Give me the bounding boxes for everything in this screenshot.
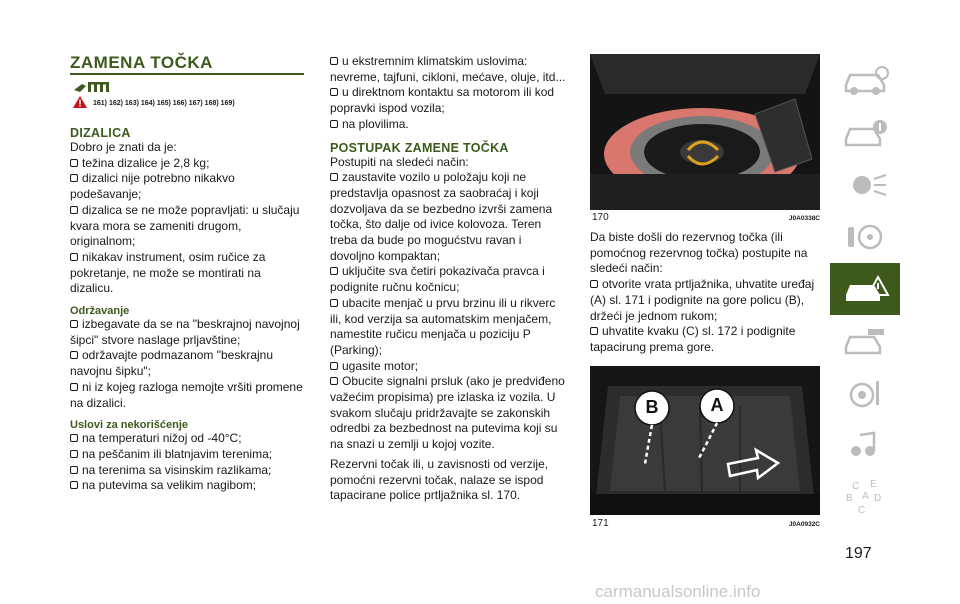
list-item: nikakav instrument, osim ručice za pokretanje, ne može se montirati na dizalicu. <box>70 249 266 296</box>
list-item: dizalica se ne može popravljati: u slučaju kvara mora se zameniti drugom, originalnom; <box>70 202 300 249</box>
list-item: uključite sva četiri pokazivača pravca i podignite ručnu kočnicu; <box>330 264 545 295</box>
bullet-icon <box>330 120 338 128</box>
procedure-section <box>330 54 566 504</box>
list-item: u ekstremnim klimatskim uslovima: nevreme, tajfuni, cikloni, mećave, oluje, itd... <box>330 54 566 84</box>
car-info-icon <box>840 65 890 97</box>
sidebar-item-dashboard[interactable] <box>830 107 900 159</box>
bullet-icon <box>330 362 338 370</box>
figure-171 <box>590 366 820 515</box>
section-heading-conditions: Uslovi za nekorišćenje <box>70 419 188 432</box>
bullet-icon <box>70 466 78 474</box>
section-heading-maintenance: Održavanje <box>70 305 130 318</box>
bullet-icon <box>330 173 338 181</box>
bullet-icon <box>70 253 78 261</box>
technical-data-icon <box>840 377 890 409</box>
sidebar-item-maintenance[interactable] <box>830 315 900 367</box>
figure-number: 170 <box>592 212 609 223</box>
procedure-intro: Postupiti na sledeći način: <box>330 154 469 169</box>
figure-171-caption <box>592 518 820 529</box>
figure-code: J0A0338C <box>788 215 820 222</box>
trunk-illustration <box>590 366 820 515</box>
bullet-icon <box>70 159 78 167</box>
bullet-icon <box>70 351 78 359</box>
jack-intro: Dobro je znati da je: <box>70 140 177 154</box>
list-item: ugasite motor; <box>330 359 566 375</box>
list-item: uhvatite kvaku (C) sl. 172 i podignite tapacirung prema gore. <box>590 324 796 354</box>
bullet-icon <box>70 320 78 328</box>
list-item: na peščanim ili blatnjavim terenima; <box>70 447 305 463</box>
wrench-icon <box>72 80 114 99</box>
bullet-icon <box>330 57 338 65</box>
list-item: zaustavite vozilo u položaju koji ne predstavlja opasnost za saobraćaj i koji dozvoljava da se bezbedno izvrši zamena točka, što dalje od ivice kolovoza. Teren treba da bude po mogućstvu ravan i dovoljno kompaktan; <box>330 170 553 263</box>
bullet-icon <box>330 88 338 96</box>
index-letter: D <box>874 493 882 504</box>
sidebar-item-multimedia[interactable] <box>830 419 900 471</box>
figure-number: 171 <box>592 518 609 529</box>
page-title: ZAMENA TOČKA <box>70 53 213 72</box>
section-heading-procedure: POSTUPAK ZAMENE TOČKA <box>330 140 509 155</box>
list-item: Obucite signalni prsluk (ako je predviđeno važećim propisima) pre izlaska iz vozila. U svakom slučaju pridržavajte se zakonskih odredbi za bezbednost na putevima koji su na snazi u zemlji u kojoj vozite. <box>330 374 565 452</box>
bullet-icon <box>70 383 78 391</box>
sidebar-item-lights[interactable] <box>830 159 900 211</box>
bullet-icon <box>70 450 78 458</box>
bullet-icon <box>70 206 78 214</box>
index-letter: C <box>852 481 860 492</box>
index-letter: E <box>870 479 877 490</box>
list-item: izbegavate da se na "beskrajnoj navojnoj šipci" stvore naslage prljavštine; <box>70 317 300 347</box>
list-item: ni iz kojeg razloga nemojte vršiti promene na dizalici. <box>70 379 303 410</box>
figure-code: J0A0932C <box>788 521 820 528</box>
spare-wheel-illustration <box>590 54 820 210</box>
sidebar-item-safety[interactable] <box>830 211 900 263</box>
bullet-icon <box>590 280 598 288</box>
lights-icon <box>840 169 890 201</box>
bullet-icon <box>330 299 338 307</box>
figure-170-caption <box>592 212 820 223</box>
safety-icon <box>840 221 890 253</box>
list-item: težina dizalice je 2,8 kg; <box>70 156 305 172</box>
emergency-icon <box>840 273 890 305</box>
label-a: A <box>710 395 724 415</box>
maintenance-icon <box>840 325 890 357</box>
warning-refs: 161) 162) 163) 164) 165) 166) 167) 168) 169) <box>93 99 235 107</box>
list-item: otvorite vrata prtljažnika, uhvatite uređaj (A) sl. 171 i podignite na gore policu (B), držeći je jednom rukom; <box>590 277 815 323</box>
sidebar-item-index[interactable] <box>830 471 900 523</box>
bullet-icon <box>70 434 78 442</box>
list-item: na terenima sa visinskim razlikama; <box>70 463 305 479</box>
list-item: održavajte podmazanom "beskrajnu navojnu šipku"; <box>70 348 274 379</box>
index-icon <box>840 477 890 517</box>
jack-section <box>70 126 305 494</box>
footer-watermark: carmanualsonline.info <box>595 582 761 601</box>
procedure-paragraph: Rezervni točak ili, u zavisnosti od verzije, pomoćni rezervni točak, nalaze se ispod tapacirane police prtljažnika sl. 170. <box>330 456 549 503</box>
list-item: na plovilima. <box>330 117 566 133</box>
access-intro: Da biste došli do rezervnog točka (ili pomoćnog rezervnog točka) postupite na sledeći način: <box>590 230 808 276</box>
page-number: 197 <box>845 545 872 562</box>
index-letter: A <box>862 491 869 502</box>
access-section <box>590 230 822 356</box>
index-letter: C <box>858 505 866 516</box>
bullet-icon <box>70 481 78 489</box>
sidebar-item-car-info[interactable] <box>830 55 900 107</box>
bullet-icon <box>330 267 338 275</box>
sidebar-item-technical-data[interactable] <box>830 367 900 419</box>
label-b: B <box>645 397 659 417</box>
list-item: ubacite menjač u prvu brzinu ili u rikverc ili, kod verzija sa automatskim menjačem, namestite ručicu menjača u poziciju P (Parking); <box>330 295 556 357</box>
dashboard-info-icon <box>840 117 890 149</box>
bullet-icon <box>590 327 598 335</box>
multimedia-icon <box>840 429 890 461</box>
bullet-icon <box>330 377 338 385</box>
list-item: na temperaturi nižoj od -40°C; <box>70 431 305 447</box>
sidebar-nav <box>830 55 900 523</box>
sidebar-item-emergency[interactable] <box>830 263 900 315</box>
list-item: na putevima sa velikim nagibom; <box>70 478 305 494</box>
list-item: dizalici nije potrebno nikakvo podešavanje; <box>70 171 235 202</box>
title-rule <box>70 73 304 75</box>
list-item: u direktnom kontaktu sa motorom ili kod popravki ispod vozila; <box>330 85 555 116</box>
bullet-icon <box>70 174 78 182</box>
figure-170 <box>590 54 820 210</box>
index-letter: B <box>846 493 853 504</box>
section-heading-jack: DIZALICA <box>70 126 131 140</box>
